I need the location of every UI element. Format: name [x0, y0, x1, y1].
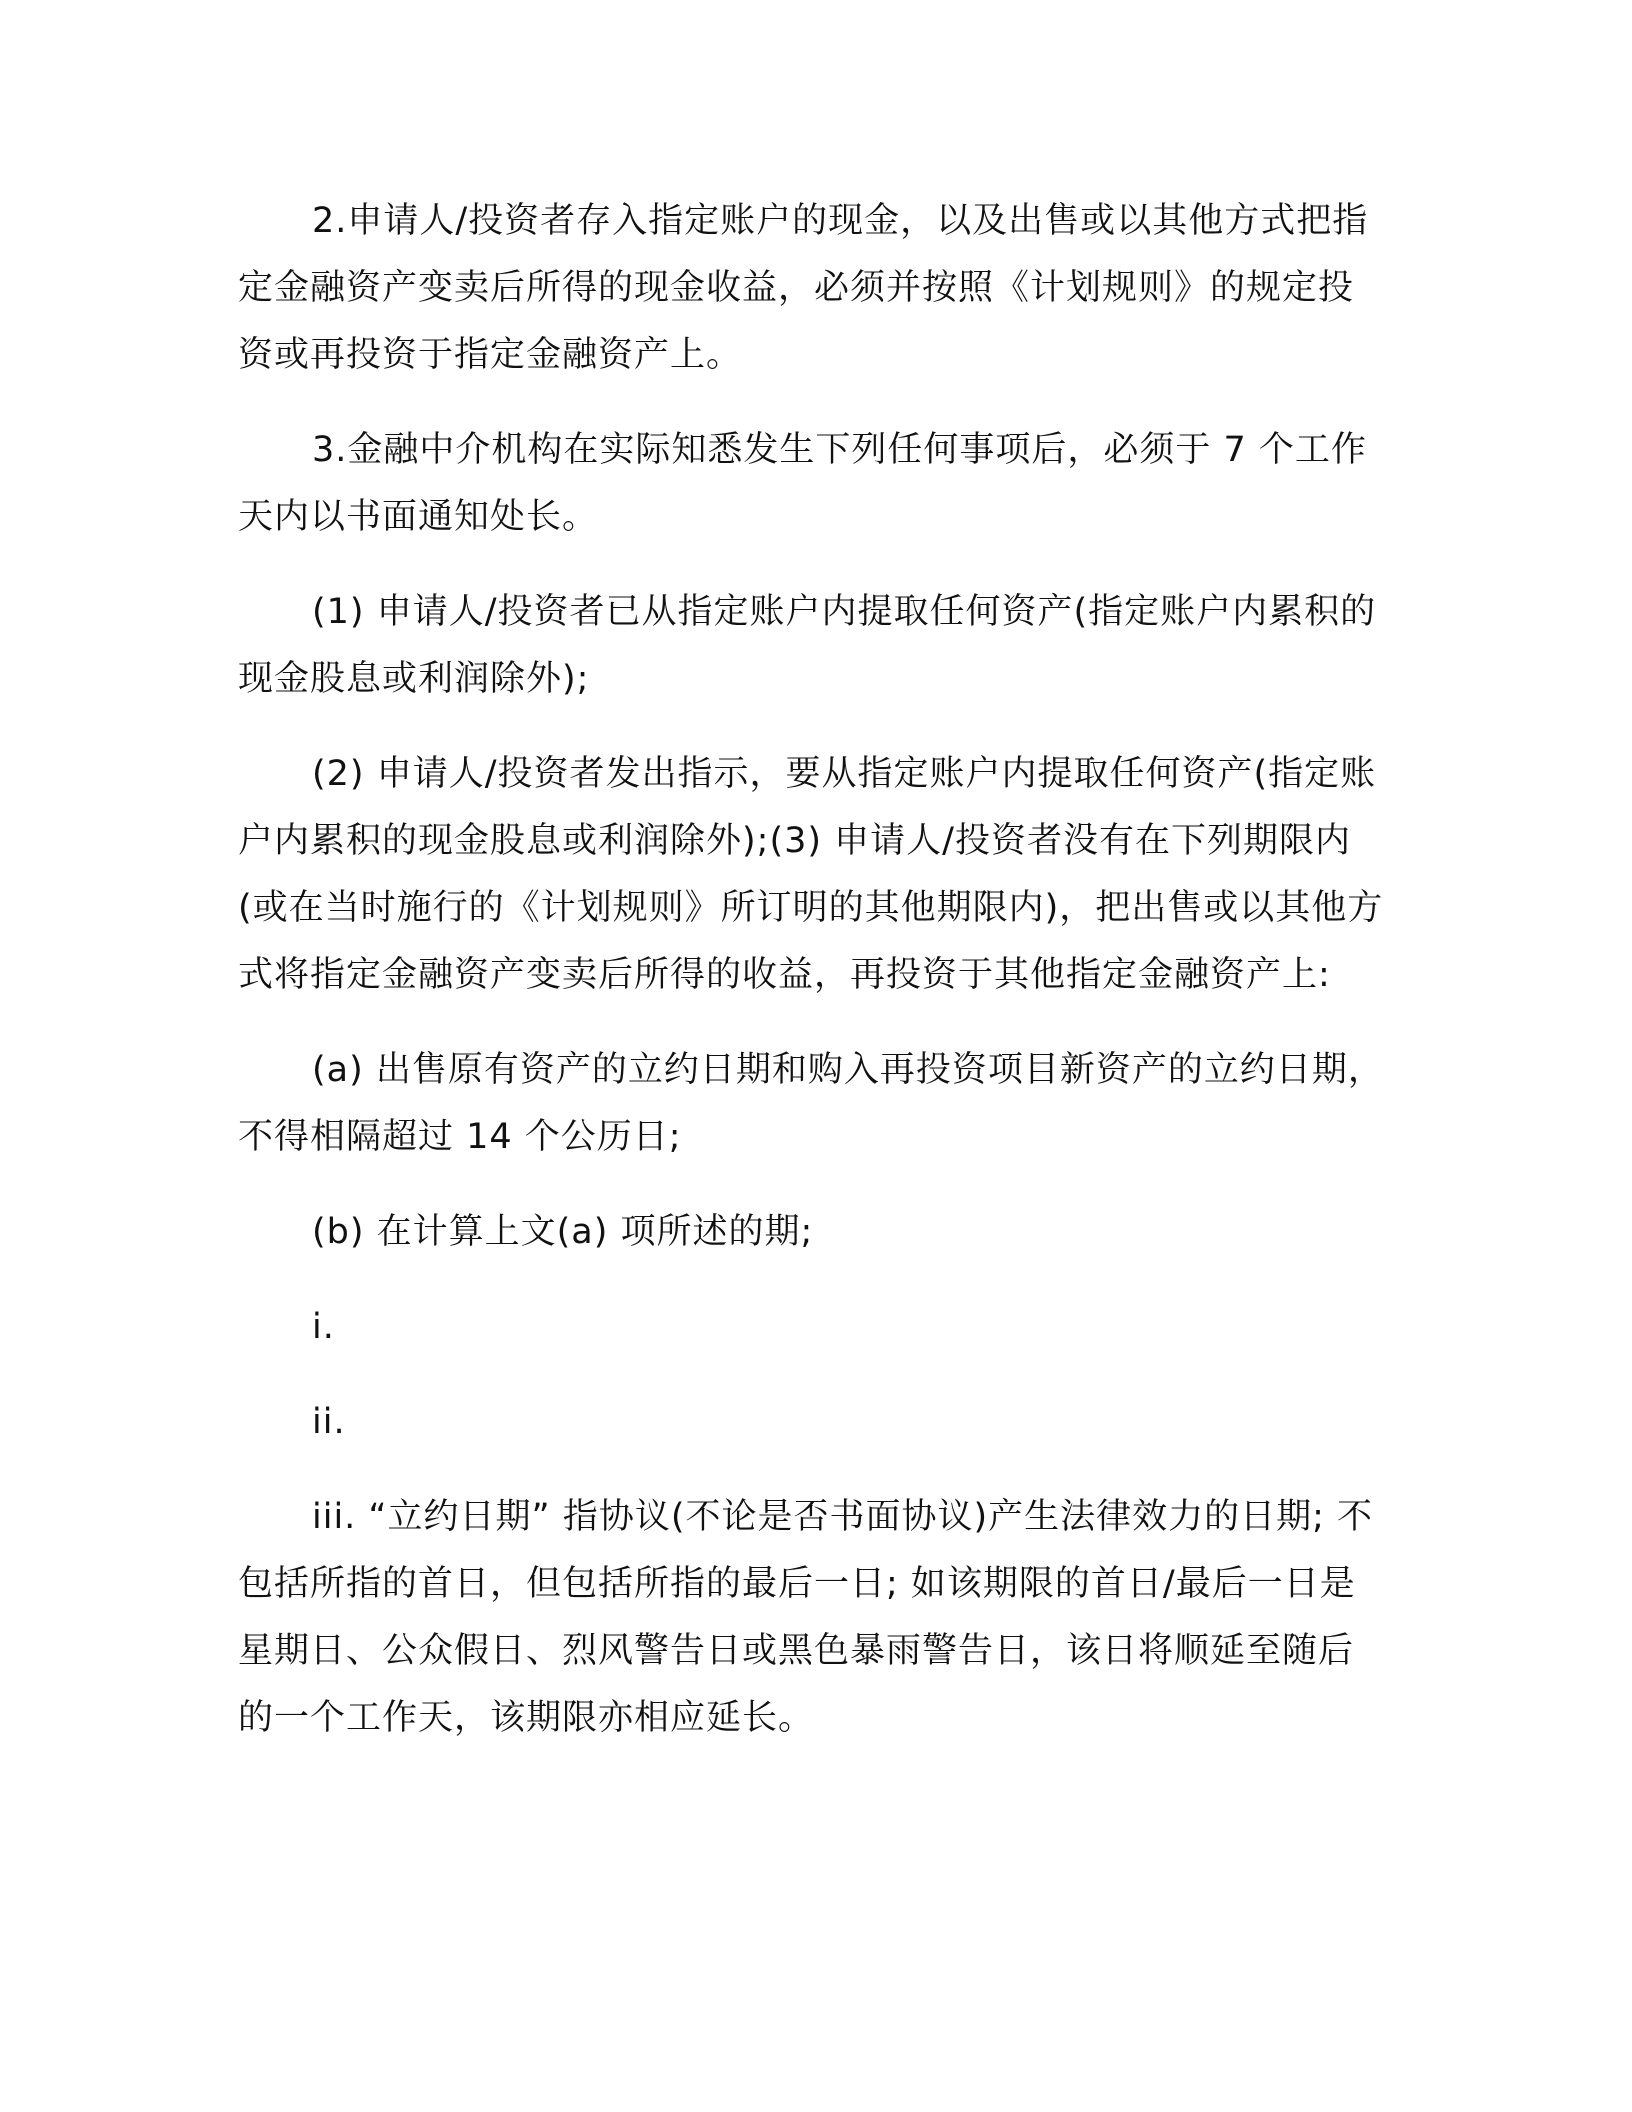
paragraph-roman-iii: iii. “立约日期” 指协议(不论是否书面协议)产生法律效力的日期; 不包括所指的首日，但包括所指的最后一日; 如该期限的首日/最后一日是星期日、公众假日、烈风警告日或黑色暴雨警告日，该日将顺延至随后的一个工作天，该期限亦相应延长。	[238, 1497, 1374, 1738]
paragraph-3: 3.金融中介机构在实际知悉发生下列任何事项后，必须于 7 个工作天内以书面通知处长。	[238, 430, 1367, 537]
paragraph-2: 2.申请人/投资者存入指定账户的现金，以及出售或以其他方式把指定金融资产变卖后所得的现金收益，必须并按照《计划规则》的规定投资或再投资于指定金融资产上。	[238, 201, 1369, 375]
paragraph-roman-i: i.	[312, 1307, 335, 1347]
document-body	[238, 188, 1388, 1780]
paragraph-item-b: (b) 在计算上文(a) 项所述的期;	[312, 1212, 814, 1252]
paragraph-item-a: (a) 出售原有资产的立约日期和购入再投资项目新资产的立约日期，不得相隔超过 14 个公历日;	[238, 1050, 1384, 1157]
paragraph-roman-ii: ii.	[312, 1402, 346, 1442]
paragraph-item-1: (1) 申请人/投资者已从指定账户内提取任何资产(指定账户内累积的现金股息或利润除外);	[238, 592, 1377, 699]
paragraph-item-2-3: (2) 申请人/投资者发出指示，要从指定账户内提取任何资产(指定账户内累积的现金股息或利润除外);(3) 申请人/投资者没有在下列期限内(或在当时施行的《计划规则》所订明的其他期限内)，把出售或以其他方式将指定金融资产变卖后所得的收益，再投资于其他指定金融资产上:	[238, 754, 1384, 995]
